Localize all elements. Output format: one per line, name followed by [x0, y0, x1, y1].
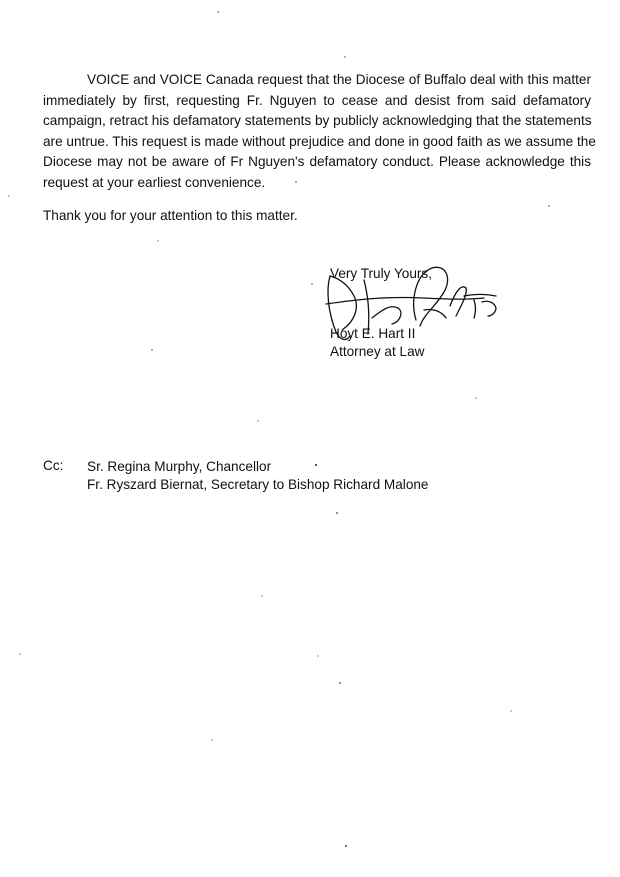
- body-line: request at your earliest convenience.: [43, 174, 266, 190]
- closing-line: Very Truly Yours,: [330, 266, 433, 281]
- signature-block: [330, 266, 530, 366]
- body-paragraph: [43, 70, 596, 193]
- body-line: Diocese may not be aware of Fr Nguyen's defamatory conduct. Please acknowledge this: [43, 154, 591, 169]
- body-line: VOICE and VOICE Canada request that the Diocese of Buffalo deal with this matter: [87, 72, 591, 87]
- signer-name: Hoyt E. Hart II: [330, 326, 416, 341]
- cc-label: Cc:: [43, 458, 64, 473]
- thanks-line: Thank you for your attention to this matter.: [43, 208, 298, 223]
- body-line: are untrue. This request is made without prejudice and done in good faith as we assume the: [43, 133, 596, 149]
- signer-title: Attorney at Law: [330, 344, 425, 359]
- cc-recipient: Fr. Ryszard Biernat, Secretary to Bishop Richard Malone: [87, 477, 429, 492]
- body-line: campaign, retract his defamatory statements by publicly acknowledging that the statements: [43, 113, 592, 128]
- body-line: immediately by first, requesting Fr. Nguyen to cease and desist from said defamatory: [43, 92, 591, 108]
- cc-recipient: Sr. Regina Murphy, Chancellor: [87, 459, 272, 474]
- cc-list: [87, 458, 429, 494]
